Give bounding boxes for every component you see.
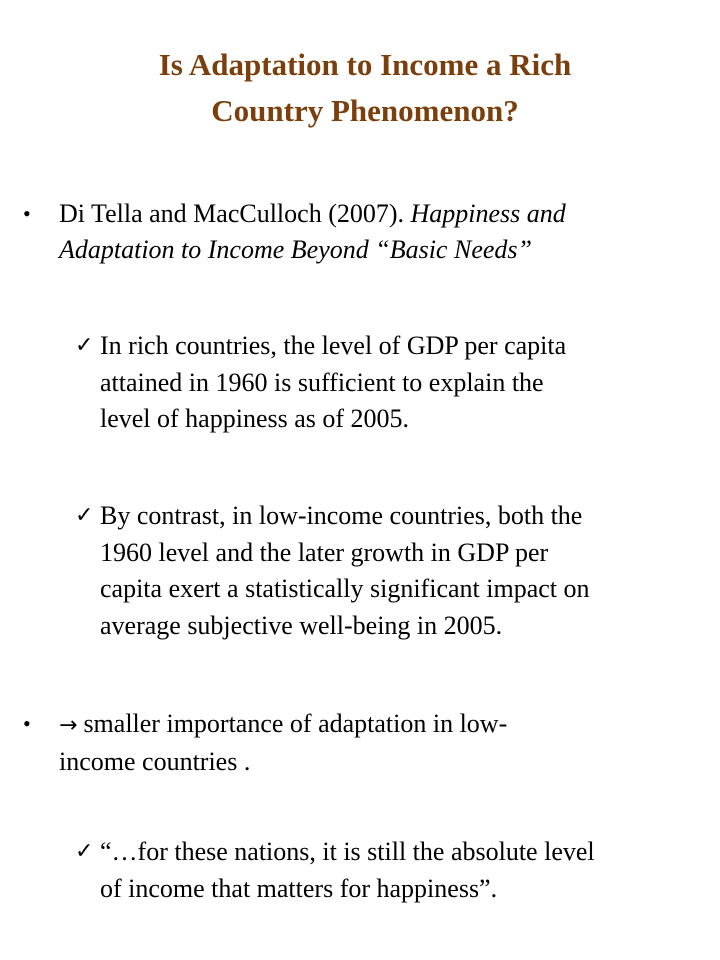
subpoint-rich-countries (75, 328, 567, 438)
checkmark-icon: ✓ (75, 503, 94, 528)
citation-text: Di Tella and MacCulloch (2007). (59, 199, 411, 228)
subpoint-rich-line-1: In rich countries, the level of GDP per capita (100, 331, 567, 360)
bullet-point-icon: • (23, 711, 31, 736)
subpoint-low-line-2: 1960 level and the later growth in GDP per (100, 537, 549, 567)
subpoint-quote (75, 834, 595, 907)
subpoint-rich-line-2: attained in 1960 is sufficient to explain the (100, 367, 544, 397)
slide-title-line-2: Country Phenomenon? (211, 93, 519, 128)
subpoint-low-line-1: By contrast, in low-income countries, both the (100, 501, 583, 530)
slide-title-line-1: Is Adaptation to Income a Rich (158, 47, 572, 82)
bullet-adaptation-text-1: smaller importance of adaptation in low- (83, 709, 508, 738)
paper-title-part-1: Happiness and (410, 199, 566, 228)
subpoint-low-line-4: average subjective well-being in 2005. (100, 610, 503, 640)
bullet-adaptation-line-1 (59, 706, 507, 744)
subpoint-low-line-3: capita exert a statistically significant impact on (100, 574, 590, 603)
bullet-di-tella-line-2 (59, 232, 566, 268)
bullet-adaptation-importance (23, 706, 508, 779)
checkmark-icon: ✓ (75, 839, 94, 864)
bullet-di-tella (23, 196, 566, 267)
subpoint-rich-line-3: level of happiness as of 2005. (100, 404, 410, 433)
slide-title (60, 42, 670, 134)
arrow-right-icon: → (59, 713, 78, 738)
bullet-point-icon: • (23, 201, 31, 226)
bullet-di-tella-line-1 (59, 196, 566, 232)
subpoint-quote-line-2: of income that matters for happiness”. (100, 873, 498, 903)
subpoint-quote-line-1: “…for these nations, it is still the absolute level (100, 837, 595, 866)
checkmark-icon: ✓ (75, 333, 94, 358)
bullet-adaptation-line-2: income countries . (59, 746, 251, 776)
paper-title-part-2: Adaptation to Income Beyond “Basic Needs” (59, 234, 532, 264)
subpoint-low-income (75, 498, 590, 644)
